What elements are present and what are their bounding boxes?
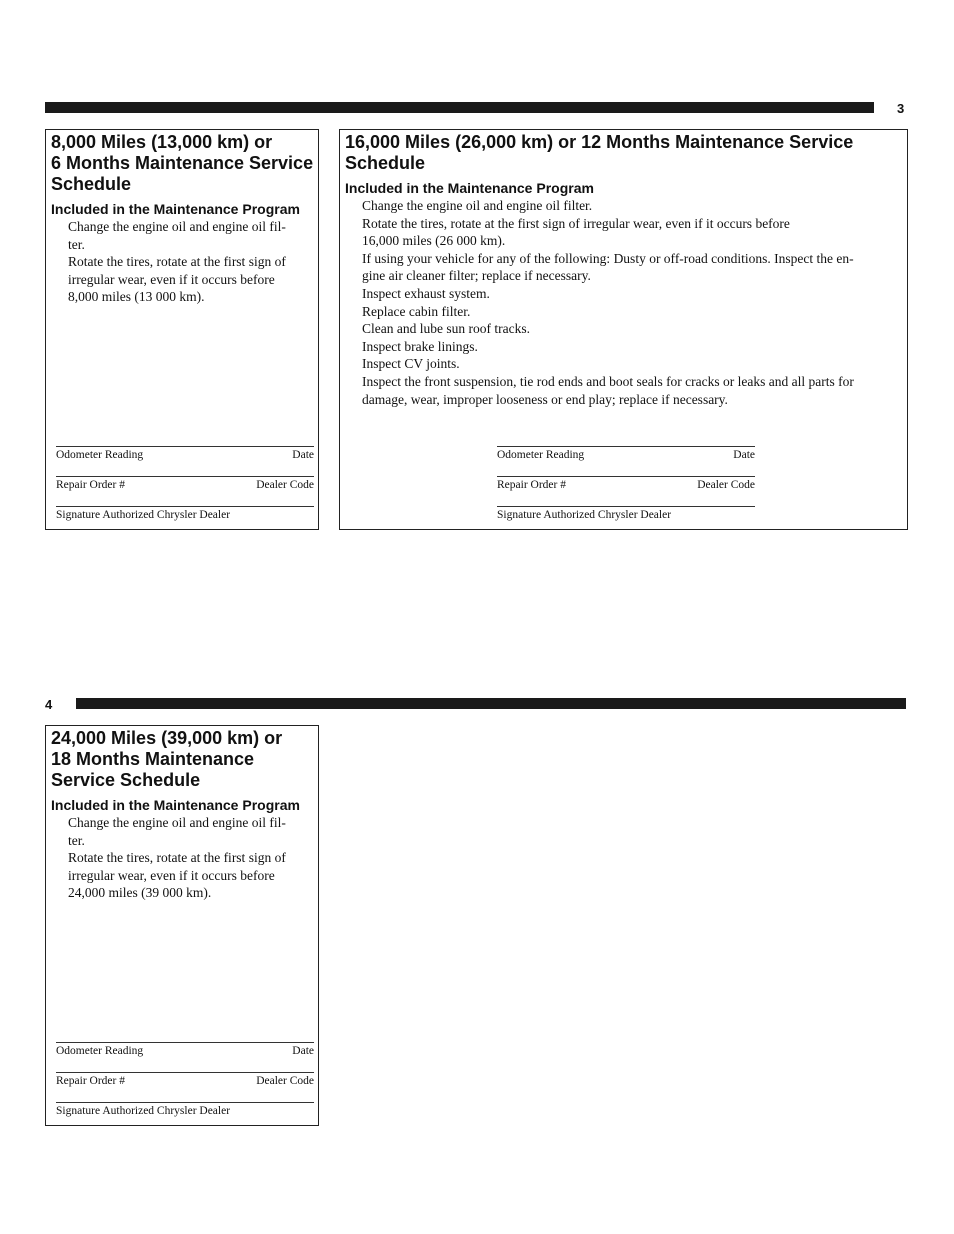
item-line: ter.: [68, 236, 85, 252]
signature-label: Signature Authorized Chrysler Dealer: [497, 509, 672, 521]
signature-label: Signature Authorized Chrysler Dealer: [56, 1105, 231, 1117]
repair-order-line[interactable]: [56, 476, 314, 499]
item-line: If using your vehicle for any of the following: Dusty or off-road conditions. Inspect the en-: [362, 250, 854, 266]
odometer-label: Odometer Reading: [56, 1045, 144, 1057]
item-line: 8,000 miles (13 000 km).: [68, 289, 205, 305]
date-label: Date: [292, 449, 314, 461]
schedule-title: [345, 132, 905, 174]
schedule-box-8000: [45, 129, 319, 530]
date-label: Date: [733, 449, 755, 461]
dealer-code-label: Dealer Code: [697, 479, 755, 491]
item-line: damage, wear, improper looseness or end play; replace if necessary.: [362, 391, 728, 407]
item-line: Inspect CV joints.: [362, 356, 460, 372]
item-line: Change the engine oil and engine oil filter.: [362, 198, 593, 213]
title-line: 24,000 Miles (39,000 km) or: [51, 728, 283, 748]
page-header-rule: [76, 698, 906, 709]
odometer-date-line[interactable]: [56, 446, 314, 469]
title-line: 18 Months Maintenance: [51, 749, 255, 769]
dealer-code-label: Dealer Code: [256, 479, 314, 491]
item-line: irregular wear, even if it occurs before: [68, 867, 275, 883]
title-line: 6 Months Maintenance Service: [51, 153, 314, 173]
item-line: Change the engine oil and engine oil fil-: [68, 815, 286, 830]
repair-order-line[interactable]: [497, 476, 755, 499]
item-line: gine air cleaner filter; replace if necessary.: [362, 268, 591, 284]
item-line: Rotate the tires, rotate at the first sign of irregular wear, even if it occurs before: [362, 215, 790, 231]
odometer-label: Odometer Reading: [56, 449, 144, 461]
schedule-title: [51, 728, 319, 791]
date-label: Date: [292, 1045, 314, 1057]
item-line: ter.: [68, 832, 85, 848]
schedule-box-16000: [339, 129, 908, 530]
item-line: Inspect brake linings.: [362, 338, 478, 354]
item-line: Change the engine oil and engine oil fil-: [68, 219, 286, 234]
item-line: Replace cabin filter.: [362, 303, 471, 319]
odometer-date-line[interactable]: [497, 446, 755, 469]
included-heading: Included in the Maintenance Program: [345, 180, 594, 196]
schedule-box-24000: [45, 725, 319, 1126]
signature-line[interactable]: [56, 1102, 314, 1125]
dealer-code-label: Dealer Code: [256, 1075, 314, 1087]
maintenance-items: [68, 218, 305, 306]
item-line: Inspect exhaust system.: [362, 285, 490, 301]
repair-order-label: Repair Order #: [56, 1075, 125, 1087]
page-header-rule: [45, 102, 874, 113]
schedule-title: [51, 132, 319, 195]
item-line: 24,000 miles (39 000 km).: [68, 885, 212, 901]
item-line: 16,000 miles (26 000 km).: [362, 233, 506, 249]
item-line: Rotate the tires, rotate at the first sign of: [68, 850, 286, 866]
item-line: Inspect the front suspension, tie rod ends and boot seals for cracks or leaks and all parts for: [362, 373, 854, 389]
odometer-label: Odometer Reading: [497, 449, 585, 461]
signature-line[interactable]: [497, 506, 755, 529]
title-line: 16,000 Miles (26,000 km) or 12 Months Maintenance Service: [345, 132, 854, 152]
odometer-date-line[interactable]: [56, 1042, 314, 1065]
maintenance-items: [362, 197, 895, 408]
item-line: Clean and lube sun roof tracks.: [362, 321, 530, 337]
title-line: Service Schedule: [51, 770, 201, 790]
title-line: Schedule: [345, 153, 426, 173]
maintenance-items: [68, 814, 305, 902]
page-number: 4: [45, 697, 53, 712]
signature-line[interactable]: [56, 506, 314, 529]
item-line: Rotate the tires, rotate at the first sign of: [68, 254, 286, 270]
repair-order-line[interactable]: [56, 1072, 314, 1095]
repair-order-label: Repair Order #: [497, 479, 566, 491]
page-number: 3: [897, 101, 905, 116]
repair-order-label: Repair Order #: [56, 479, 125, 491]
signature-label: Signature Authorized Chrysler Dealer: [56, 509, 231, 521]
title-line: 8,000 Miles (13,000 km) or: [51, 132, 273, 152]
included-heading: Included in the Maintenance Program: [51, 797, 300, 813]
title-line: Schedule: [51, 174, 132, 194]
item-line: irregular wear, even if it occurs before: [68, 271, 275, 287]
included-heading: Included in the Maintenance Program: [51, 201, 300, 217]
